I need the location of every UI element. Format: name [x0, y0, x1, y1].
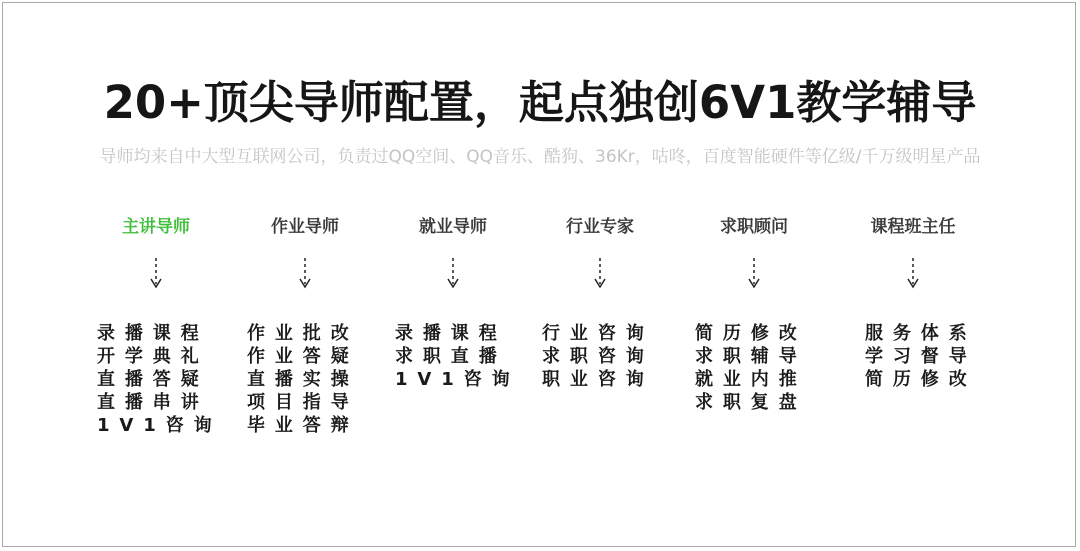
- role-title: 就业导师: [419, 217, 487, 237]
- dashed-arrow-icon: [446, 258, 460, 292]
- page-title: 20+顶尖导师配置，起点独创6V1教学辅导: [103, 76, 977, 129]
- role-column-career-advisor: [684, 212, 824, 414]
- page-subtitle: 导师均来自中大型互联网公司，负责过QQ空间、QQ音乐、酷狗、36Kr，咕咚，百度智能硬件等亿级/千万级明星产品: [99, 147, 981, 167]
- role-item: 录播课程: [395, 323, 507, 344]
- role-item: 求职直播: [395, 346, 507, 367]
- role-item: 直播答疑: [97, 369, 209, 390]
- role-item: 求职咨询: [542, 346, 654, 367]
- role-item: 简历修改: [695, 323, 807, 344]
- role-item: 学习督导: [865, 346, 977, 367]
- role-item: 毕业答辩: [247, 415, 359, 436]
- role-column-industry-expert: [530, 212, 670, 391]
- role-title: 作业导师: [271, 217, 339, 237]
- role-column-employment: [383, 212, 523, 391]
- role-item: 录播课程: [97, 323, 209, 344]
- role-item: 就业内推: [695, 369, 807, 390]
- role-title: 主讲导师: [122, 217, 190, 237]
- role-item: 作业答疑: [247, 346, 359, 367]
- dashed-arrow-icon: [298, 258, 312, 292]
- role-item: 求职辅导: [695, 346, 807, 367]
- dashed-arrow-icon: [593, 258, 607, 292]
- role-column-class-teacher: [843, 212, 983, 391]
- role-item: 服务体系: [865, 323, 977, 344]
- role-item: 作业批改: [247, 323, 359, 344]
- role-title: 行业专家: [566, 217, 634, 237]
- role-item: 行业咨询: [542, 323, 654, 344]
- role-item: 开学典礼: [97, 346, 209, 367]
- dashed-arrow-icon: [906, 258, 920, 292]
- role-column-homework: [235, 212, 375, 437]
- role-item: 项目指导: [247, 392, 359, 413]
- dashed-arrow-icon: [747, 258, 761, 292]
- role-title: 课程班主任: [870, 217, 956, 237]
- role-item: 直播实操: [247, 369, 359, 390]
- role-item: 职业咨询: [542, 369, 654, 390]
- role-item: 简历修改: [865, 369, 977, 390]
- role-item: 1V1咨询: [395, 369, 520, 390]
- role-title: 求职顾问: [720, 217, 788, 237]
- role-item: 直播串讲: [97, 392, 209, 413]
- dashed-arrow-icon: [149, 258, 163, 292]
- role-item: 1V1咨询: [97, 415, 222, 436]
- role-column-lecturer: [86, 212, 226, 437]
- role-item: 求职复盘: [695, 392, 807, 413]
